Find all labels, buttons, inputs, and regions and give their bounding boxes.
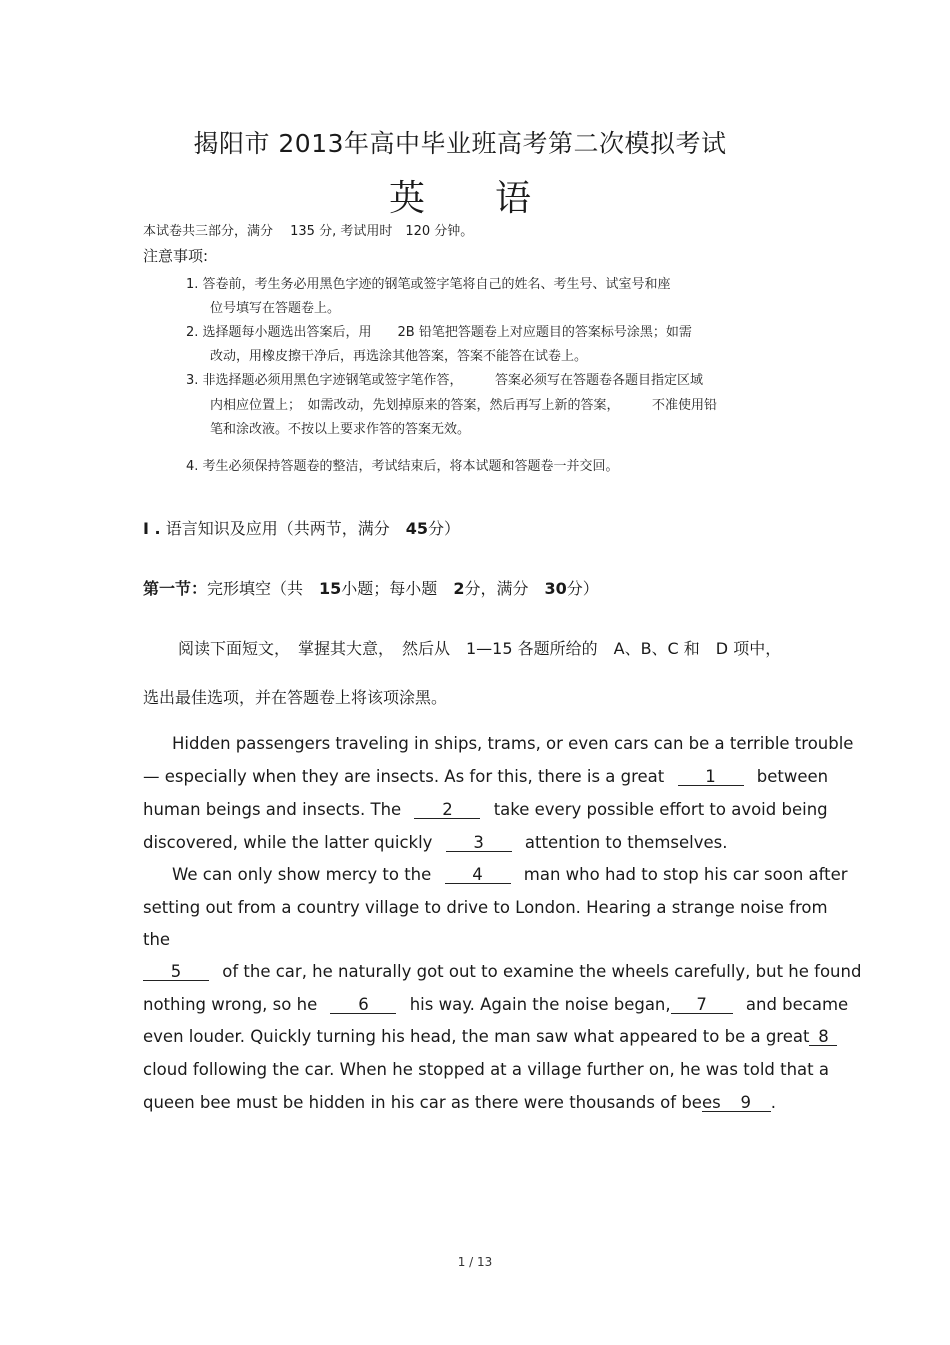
blank-7: 7 (671, 996, 733, 1014)
instructions-line2: 选出最佳选项，并在答题卷上将该项涂黑。 (143, 688, 448, 707)
passage-line (143, 995, 848, 1014)
note-4-line1: 4. 考生必须保持答题卷的整洁，考试结束后，将本试题和答题卷一并交回。 (186, 459, 619, 474)
passage-text: man who had to stop his car soon after (523, 865, 848, 884)
blank-2: 2 (414, 801, 480, 819)
blank-9: 9 (721, 1094, 771, 1112)
passage-text: nothing wrong, so he (143, 995, 318, 1014)
page-number: 1 / 13 (457, 1255, 493, 1269)
passage-line (143, 833, 727, 852)
passage-line (143, 962, 861, 981)
exam-info: 本试卷共三部分，满分 135 分, 考试用时 120 分钟。 (143, 224, 474, 239)
passage-text-underlined: es (701, 1093, 721, 1112)
note-3-line2: 内相应位置上； 如需改动，先划掉原来的答案，然后再写上新的答案， 不准使用铅 (210, 398, 718, 413)
notes-heading: 注意事项: (143, 247, 209, 265)
section-1-text-b: 小题；每小题 (341, 579, 454, 598)
blank-6: 6 (330, 996, 396, 1014)
passage-line: cloud following the car. When he stopped at a village further on, he was told that a (143, 1060, 829, 1079)
passage-text: human beings and insects. The (143, 800, 402, 819)
passage-text: take every possible effort to avoid being (493, 800, 828, 819)
blank-3: 3 (446, 834, 512, 852)
section-1-total: 30 (544, 579, 567, 598)
passage-text: . (770, 1093, 776, 1112)
note-2-line2: 改动，用橡皮擦干净后，再选涂其他答案，答案不能答在试卷上。 (210, 349, 588, 364)
part-1-score: 45 (405, 519, 428, 538)
note-3-line3: 笔和涂改液。不按以上要求作答的答案无效。 (210, 422, 471, 437)
passage-line: the (143, 930, 171, 949)
section-1-each: 2 (453, 579, 465, 598)
part-1-text-b: 分） (427, 519, 460, 538)
passage-line: Hidden passengers traveling in ships, trams, or even cars can be a terrible trouble (172, 734, 854, 753)
page-title: 揭阳市 2013年高中毕业班高考第二次模拟考试 (193, 129, 727, 158)
section-1-text-a: 完形填空（共 (207, 579, 320, 598)
passage-line: setting out from a country village to drive to London. Hearing a strange noise from (143, 898, 828, 917)
section-1-text-d: 分） (566, 579, 599, 598)
subject-title: 英语 (388, 178, 601, 219)
instructions-line1: 阅读下面短文， 掌握其大意， 然后从 1—15 各题所给的 A、B、C 和 D 项中， (178, 639, 782, 658)
passage-text: — especially when they are insects. As for this, there is a great (143, 767, 665, 786)
part-1-text-a: 语言知识及应用（共两节，满分 (165, 519, 406, 538)
section-1-label: 第一节： (143, 579, 208, 598)
blank-8: 8 (809, 1028, 837, 1046)
passage-line (143, 800, 828, 819)
passage-text: We can only show mercy to the (172, 865, 432, 884)
passage-line (143, 1093, 776, 1112)
part-1-label: I . (143, 519, 161, 538)
section-1-count: 15 (319, 579, 342, 598)
note-1-line1: 1. 答卷前，考生务必用黑色字迹的钢笔或签字笔将自己的姓名、考生号、试室号和座 (186, 277, 671, 292)
passage-text: his way. Again the noise began, (409, 995, 671, 1014)
note-2-line1: 2. 选择题每小题选出答案后，用 2B 铅笔把答题卷上对应题目的答案标号涂黑；如需 (186, 325, 692, 340)
note-3-line1: 3. 非选择题必须用黑色字迹钢笔或签字笔作答， 答案必须写在答题卷各题目指定区域 (186, 373, 704, 388)
passage-line (143, 1027, 837, 1046)
blank-4: 4 (445, 866, 511, 884)
passage-line (143, 767, 828, 786)
passage-text: attention to themselves. (524, 833, 728, 852)
passage-text: queen bee must be hidden in his car as there were thousands of be (143, 1093, 702, 1112)
note-1-line2: 位号填写在答题卷上。 (210, 301, 341, 316)
section-1-heading (143, 576, 599, 599)
blank-1: 1 (678, 768, 744, 786)
passage-text: between (756, 767, 829, 786)
blank-5: 5 (143, 963, 209, 981)
passage-text: even louder. Quickly turning his head, the man saw what appeared to be a great (143, 1027, 810, 1046)
passage-text: discovered, while the latter quickly (143, 833, 433, 852)
passage-text: of the car, he naturally got out to examine the wheels carefully, but he found (222, 962, 862, 981)
passage-line (172, 865, 848, 884)
part-1-heading (143, 516, 460, 539)
passage-text: and became (745, 995, 849, 1014)
section-1-text-c: 分，满分 (464, 579, 545, 598)
